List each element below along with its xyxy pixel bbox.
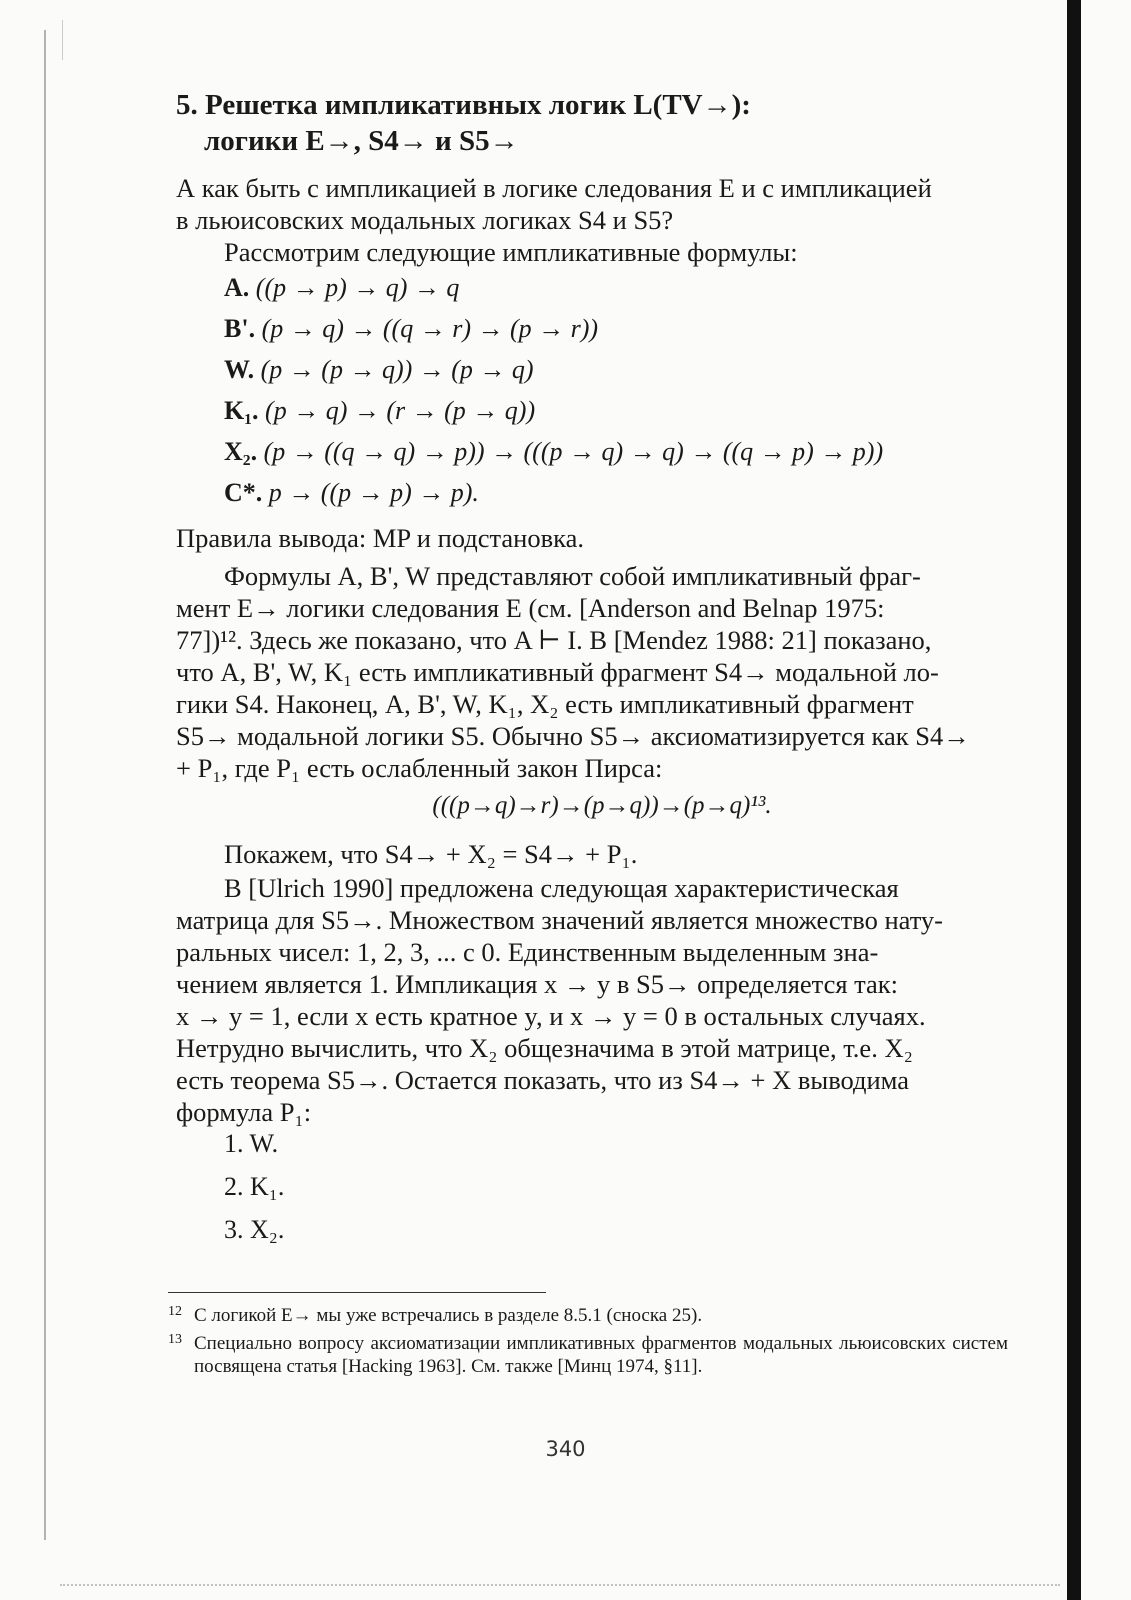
formula-label: A. [224,273,250,302]
footnote-text: Специально вопросу аксиоматизации импликативных фрагментов модальных льюисовских систем посвящена статья [Hacking 1963]. См. также [Минц 1974, §11]. [194,1333,1008,1377]
intro-paragraph [176,172,1028,268]
proof-step: 1. W. [224,1129,279,1158]
paragraph-line: Формулы A, B', W представляют собой импликативный фраг- [224,561,921,591]
paragraph-ulrich [176,872,1028,1128]
formula-label: W. [224,355,255,384]
paragraph-line: Нетрудно вычислить, что X₂ общезначима в этой матрице, т.е. X₂ [176,1033,913,1063]
formula-list [224,268,883,514]
paragraph-line: матрица для S5→. Множеством значений является множество нату- [176,905,944,935]
scan-edge-right [1067,0,1081,1600]
paragraph-line: 77])¹². Здесь же показано, что A ⊢ I. В [Mendez 1988: 21] показано, [176,625,932,655]
formula-expression: (p → (p → q)) → (p → q) [260,355,534,384]
show-line-text: Покажем, что S4→ + X₂ = S4→ + P₁. [224,839,638,869]
footnote-number: 12 [168,1304,182,1319]
formula-row [224,268,883,309]
peirce-formula: (((p→q)→r)→(p→q))→(p→q)¹³. [432,792,772,819]
paragraph-fragments [176,560,1028,784]
paragraph-line: гики S4. Наконец, A, B', W, K₁, X₂ есть импликативный фрагмент [176,689,914,719]
formula-row [224,473,883,514]
formula-label: K₁. [224,396,259,425]
page-number: 340 [545,1437,586,1461]
paragraph-line: есть теорема S5→. Остается показать, что из S4→ + X выводима [176,1065,910,1095]
formula-row [224,309,883,350]
paragraph-line: x → y = 1, если x есть кратное y, и x → y = 0 в остальных случаях. [176,1001,926,1031]
scan-edge-left [44,30,46,1540]
show-line [176,838,1028,870]
proof-step: 3. X₂. [224,1215,285,1244]
footnote-text: С логикой E→ мы уже встречались в разделе 8.5.1 (сноска 25). [194,1305,703,1326]
formula-expression: ((p → p) → q) → q [255,273,460,302]
formula-label: B'. [224,314,256,343]
formula-row [224,350,883,391]
formula-expression: (p → q) → ((q → r) → (p → r)) [261,314,599,343]
formula-row [224,432,883,473]
paragraph-line: чением является 1. Импликация x → y в S5→ определяется так: [176,969,899,999]
formula-expression: p → ((p → p) → p). [268,478,479,507]
paragraph-line: мент E→ логики следования E (см. [Anderson and Belnap 1975: [176,593,885,623]
formula-expression: (p → ((q → q) → p)) → (((p → q) → q) → ((q → p) → p)) [263,437,884,466]
footnote-number: 13 [168,1332,182,1347]
intro-line: в льюисовских модальных логиках S4 и S5? [176,205,674,235]
footnote-12 [168,1304,1008,1327]
paragraph-line: В [Ulrich 1990] предложена следующая характеристическая [224,873,899,903]
formula-label: C*. [224,478,263,507]
section-title-line1: 5. Решетка импликативных логик L(TV→): [176,89,751,121]
proof-step: 2. K₁. [224,1172,285,1201]
paragraph-line: S5→ модальной логики S5. Обычно S5→ аксиоматизируется как S4→ [176,721,970,751]
paragraph-line: формула P₁: [176,1097,312,1127]
paragraph-line: что A, B', W, K₁ есть импликативный фрагмент S4→ модальной ло- [176,657,939,687]
proof-steps [224,1124,284,1253]
paragraph-line: ральных чисел: 1, 2, 3, ... с 0. Единственным выделенным зна- [176,937,879,967]
intro-line: Рассмотрим следующие импликативные формулы: [224,237,798,267]
formula-expression: (p → q) → (r → (p → q)) [265,396,536,425]
formula-label: X₂. [224,437,258,466]
paragraph-line: + P₁, где P₁ есть ослабленный закон Пирса: [176,753,663,783]
scan-mark [62,20,63,60]
intro-line: А как быть с импликацией в логике следования E и с импликацией [176,173,932,203]
footnote-13 [168,1332,1008,1378]
rules-line: Правила вывода: MP и подстановка. [176,523,584,553]
section-title-line2: логики E→, S4→ и S5→ [204,125,519,157]
footnote-separator [168,1292,546,1293]
section-title [176,87,1016,159]
scan-edge-bottom [60,1584,1060,1586]
formula-row [224,391,883,432]
